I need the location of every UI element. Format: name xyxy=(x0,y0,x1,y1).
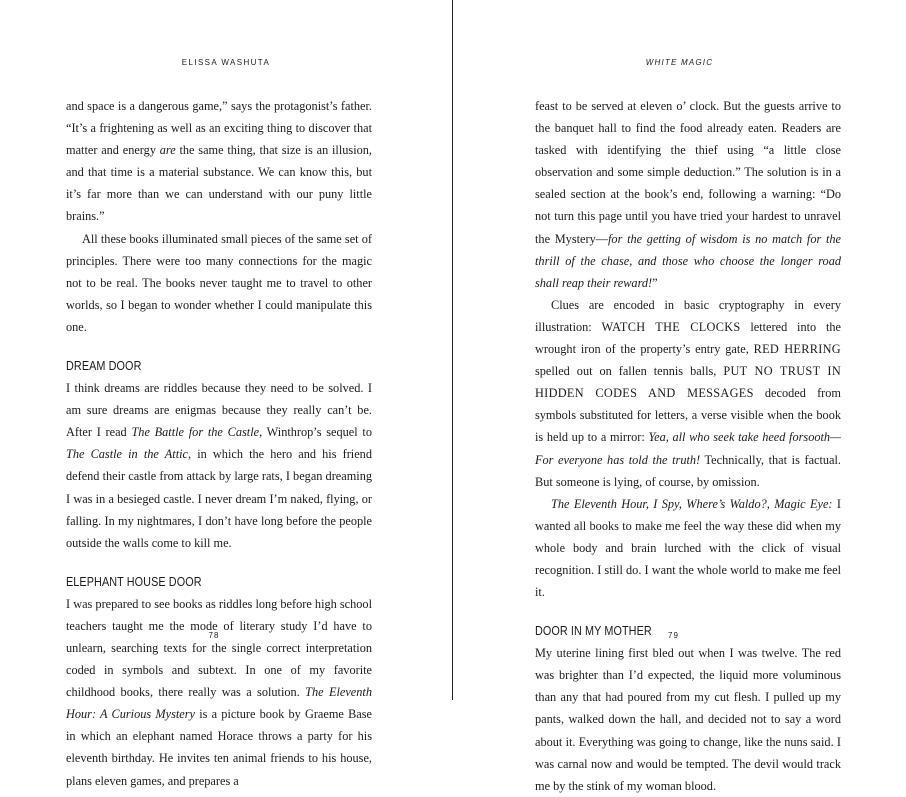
paragraph: I was prepared to see books as riddles long before high school teachers taught me the mode of literary study I’d have to unlearn, searching texts for the single correct interpretation coded in symbols and subtext. In one of my favorite childhood books, there really was a solution. The Eleventh Hour: A Curious Mystery is a picture book by Graeme Base in which an elephant named Horace throws a party for his eleventh birthday. He invites ten animal friends to his house, plans eleven games, and prepares a xyxy=(66,596,372,788)
page-number: 79 xyxy=(668,631,679,640)
section-heading: ELEPHANT HOUSE DOOR xyxy=(66,574,202,589)
paragraph: I think dreams are riddles because they need to be solved. I am sure dreams are enigmas because they really can’t be. After I read The Battle for the Castle, Winthrop’s sequel to The Castle in the Attic, in which the hero and his friend defend their castle from attack by large rats, I began dreaming I was in a besieged castle. I never dream I’m naked, flying, or falling. In my nightmares, I don’t have long before the people outside the walls come to kill me. xyxy=(66,381,372,550)
right-page xyxy=(453,0,906,793)
paragraph: My uterine lining first bled out when I was twelve. The red was brighter than I’d expected, the liquid more voluminous than any that had poured from my cut flesh. I pulled up my pants, walked down the hall, and decided not to say a word about it. Everything was going to change, like the nuns said. I was carnal now and would be tempted. The devil would track me by the stink of my woman blood. xyxy=(535,646,841,793)
page-number: 78 xyxy=(208,631,220,640)
section-heading: DREAM DOOR xyxy=(66,359,142,374)
paragraph: All these books illuminated small pieces of the same set of principles. There were too many connections for the magic not to be real. The books never taught me to travel to other worlds, so I began to wonder whether I could manipulate this one. xyxy=(66,231,372,334)
running-head-author: ELISSA WASHUTA xyxy=(181,58,271,67)
right-text-block xyxy=(535,95,841,797)
paragraph: and space is a dangerous game,” says the protagonist’s father. “It’s a frightening as well as an exciting thing to discover that matter and energy are the same thing, that size is an illusion, and that time is a material substance. We can know this, but it’s far more than we can understand with our puny little brains.” xyxy=(66,99,372,224)
paragraph: feast to be served at eleven o’ clock. But the guests arrive to the banquet hall to find the food already eaten. Readers are tasked with identifying the thief using “a little close observation and some simple deduction.” The solution is in a sealed section at the book’s end, following a warning: “Do not turn this page until you have tried your hardest to unravel the Mystery—for the getting of wisdom is no match for the thrill of the chase, and those who choose the longer road shall reap their reward!” xyxy=(535,99,841,290)
paragraph: The Eleventh Hour, I Spy, Where’s Waldo?, Magic Eye: I wanted all books to make me feel the way these did when my whole body and brain lurched with the click of visual recognition. I still do. I want the whole world to make me feel it. xyxy=(535,496,841,600)
section-heading: DOOR IN MY MOTHER xyxy=(535,624,652,639)
left-page xyxy=(0,0,452,788)
left-text-block xyxy=(66,95,372,792)
paragraph: Clues are encoded in basic cryptography in every illustration: WATCH THE CLOCKS lettered into the wrought iron of the property’s entry gate, RED HERRING spelled out on fallen tennis balls, PUT NO TRUST IN HIDDEN CODES AND MESSAGES decoded from symbols substituted for letters, a verse visible when the book is held up to a mirror: Yea, all who seek take heed forsooth—For everyone has told the truth! Technically, that is factual. But someone is lying, of course, by omission. xyxy=(535,297,842,489)
running-head-title: WHITE MAGIC xyxy=(645,58,714,67)
